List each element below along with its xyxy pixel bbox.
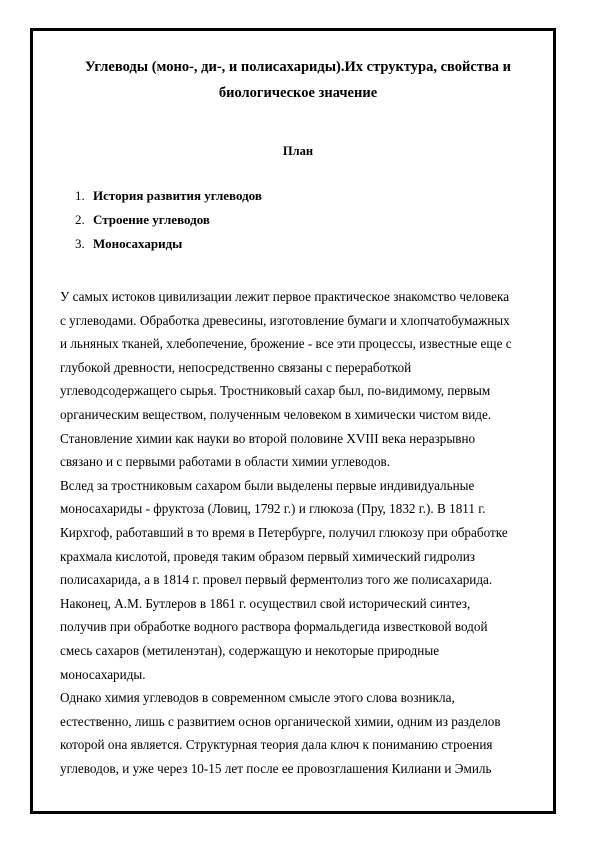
body-text-line: с углеводами. Обработка древесины, изготовление бумаги и хлопчатобумажных	[60, 312, 510, 328]
document-title	[44, 54, 552, 106]
plan-item-monosaccharides	[75, 234, 262, 258]
body-text-line: углеводов, и уже через 10-15 лет после ее провозглашения Килиани и Эмиль	[60, 760, 492, 776]
body-text-line: органическим веществом, полученным человеком в химически чистом виде.	[60, 406, 492, 422]
body-text-line: У самых истоков цивилизации лежит первое практическое знакомство человека	[60, 289, 510, 304]
plan-item-label: История развития углеводов	[93, 188, 262, 203]
body-text-line: крахмала кислотой, проведя таким образом первый химический гидролиз	[60, 548, 475, 564]
body-text-line: Однако химия углеводов в современном смысле этого слова возникла,	[60, 690, 455, 706]
body-text-line: Вслед за тростниковым сахаром были выделены первые индивидуальные	[60, 477, 475, 493]
body-text-line: полисахарида, а в 1814 г. провел первый ферментолиз того же полисахарида.	[60, 572, 493, 588]
document-title-line-1: Углеводы (моно-, ди-, и полисахариды).Их структура, свойства и	[84, 59, 511, 75]
document-title-line-2: биологическое значение	[218, 85, 378, 101]
plan-item-number: 3.	[75, 236, 85, 251]
body-text-line: Становление химии как науки во второй половине XVIII века неразрывно	[60, 430, 476, 446]
plan-heading: План	[282, 144, 314, 158]
body-text-line: моносахариды.	[60, 666, 146, 682]
body-text-line: и льняных тканей, хлебопечение, брожение - все эти процессы, известные еще с	[60, 336, 512, 352]
body-text-line: Кирхгоф, работавший в то время в Петербурге, получил глюкозу при обработке	[60, 524, 508, 540]
plan-item-label: Строение углеводов	[93, 212, 210, 227]
plan-item-structure	[75, 210, 262, 234]
body-text-line: углеводсодержащего сырья. Тростниковый сахар был, по-видимому, первым	[60, 383, 491, 399]
body-text-line: Наконец, А.М. Бутлеров в 1861 г. осуществил свой исторический синтез,	[60, 595, 471, 611]
body-text-line: естественно, лишь с развитием основ органической химии, одним из разделов	[60, 713, 501, 729]
body-text-line: связано и с первыми работами в области химии углеводов.	[60, 454, 391, 470]
body-text-line: смесь сахаров (метиленэтан), содержащую и некоторые природные	[60, 642, 440, 658]
body-text-line: моносахариды - фруктоза (Ловиц, 1792 г.) и глюкоза (Пру, 1832 г.). В 1811 г.	[60, 501, 486, 517]
plan-item-history	[75, 186, 262, 210]
plan-item-number: 1.	[75, 188, 85, 203]
body-text	[60, 285, 550, 780]
plan-list	[75, 186, 262, 258]
plan-item-number: 2.	[75, 212, 85, 227]
body-text-line: которой она является. Структурная теория дала ключ к пониманию строения	[60, 737, 493, 753]
body-text-line: глубокой древности, непосредственно связаны с переработкой	[60, 359, 412, 375]
body-text-line: получив при обработке водного раствора формальдегида известковой водой	[60, 619, 488, 635]
plan-item-label: Моносахариды	[93, 236, 183, 251]
